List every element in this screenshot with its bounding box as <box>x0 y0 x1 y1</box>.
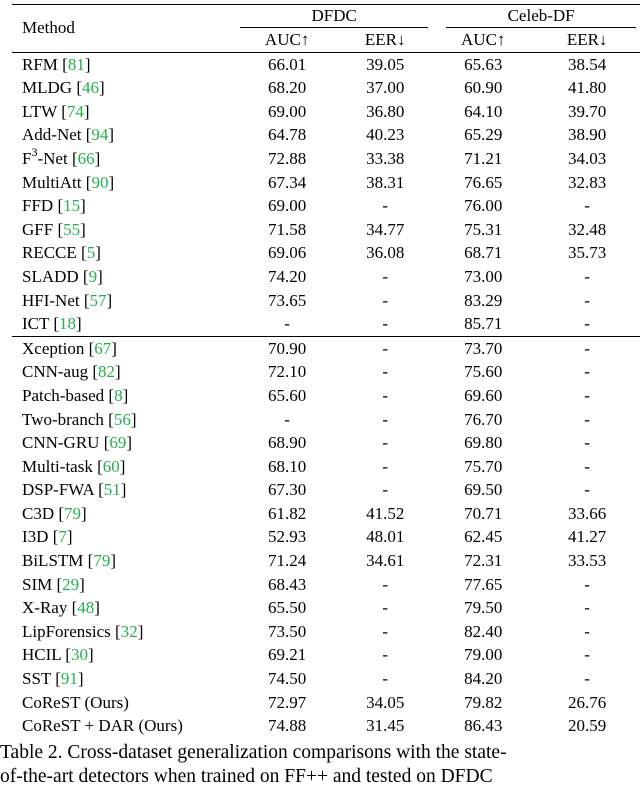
value-cell: 41.52 <box>366 503 405 523</box>
method-name: MLDG <box>22 78 73 98</box>
method-header: Method <box>12 5 236 53</box>
citation-link[interactable]: 82 <box>98 362 116 382</box>
method-name: CoReST (Ours) <box>22 692 129 712</box>
value-cell: 20.59 <box>567 716 607 736</box>
value-cell: - <box>382 574 389 594</box>
value-cell: 73.00 <box>464 266 503 286</box>
value-cell: 65.50 <box>268 598 307 618</box>
value-cell: 72.88 <box>268 148 307 168</box>
method-name: HFI-Net <box>22 290 80 310</box>
value-cell: 71.24 <box>268 551 307 571</box>
table-row <box>12 525 640 549</box>
value-cell: 68.90 <box>268 433 307 453</box>
method-cell: CNN-GRU [69] <box>22 433 133 453</box>
table-row <box>12 100 640 124</box>
method-name: RECCE <box>22 243 77 263</box>
citation-link[interactable]: 94 <box>91 125 109 145</box>
table-row <box>12 431 640 455</box>
value-cell: 69.00 <box>268 101 307 121</box>
value-cell: - <box>584 385 590 405</box>
value-cell: 34.77 <box>366 219 405 239</box>
value-cell: 73.70 <box>432 336 534 360</box>
method-name: Patch-based <box>22 385 105 405</box>
method-cell <box>12 691 236 715</box>
value-cell: - <box>584 480 590 500</box>
value-cell: 76.70 <box>464 409 503 429</box>
value-cell: - <box>584 314 590 334</box>
method-name: CoReST + DAR (Ours) <box>22 716 183 736</box>
value-cell: - <box>382 669 389 689</box>
citation-link[interactable]: 74 <box>66 101 84 121</box>
value-cell: - <box>584 621 590 641</box>
value-cell: 82.40 <box>464 621 503 641</box>
value-cell: - <box>584 598 590 618</box>
value-cell: 34.05 <box>366 692 405 712</box>
value-cell: 66.01 <box>268 54 307 74</box>
value-cell: 69.06 <box>268 243 307 263</box>
method-name: CNN-aug <box>22 362 89 382</box>
method-name: GFF <box>22 219 54 239</box>
citation-link[interactable]: 69 <box>109 433 127 453</box>
value-cell: 86.43 <box>464 716 503 736</box>
metric-header: EER↓ <box>364 30 406 49</box>
value-cell: - <box>382 409 389 429</box>
value-cell: 61.82 <box>268 503 307 523</box>
value-cell: - <box>382 621 389 641</box>
value-cell: 75.31 <box>464 219 503 239</box>
method-cell: HCIL [30] <box>22 645 94 665</box>
table-row <box>12 714 640 738</box>
value-cell: - <box>382 480 389 500</box>
method-cell: Patch-based [8] <box>22 385 129 405</box>
value-cell: 75.60 <box>464 362 503 382</box>
value-cell: - <box>584 196 590 216</box>
value-cell: 85.71 <box>464 314 503 334</box>
table-row <box>12 573 640 597</box>
table-row <box>12 502 640 526</box>
method-cell: RFM [81] <box>22 54 91 74</box>
value-cell: 26.76 <box>567 692 607 712</box>
method-cell: Multi-task [60] <box>22 456 126 476</box>
method-cell: BiLSTM [79] <box>22 551 116 571</box>
value-cell: 34.03 <box>567 148 607 168</box>
citation-link[interactable]: 67 <box>94 338 112 358</box>
method-cell: Xception [67] <box>12 336 236 360</box>
value-cell: 84.20 <box>464 669 503 689</box>
method-cell <box>12 714 236 738</box>
table-row <box>12 76 640 100</box>
table-caption <box>0 741 640 789</box>
value-cell: - <box>382 645 389 665</box>
table-row <box>12 620 640 644</box>
citation-link[interactable]: 66 <box>77 148 95 168</box>
value-cell: - <box>382 266 389 286</box>
method-cell: HFI-Net [57] <box>22 290 113 310</box>
method-name: RFM <box>22 54 58 74</box>
value-cell: 33.53 <box>567 551 607 571</box>
value-cell: 69.21 <box>268 645 307 665</box>
value-cell: 36.80 <box>366 101 405 121</box>
value-cell: 60.90 <box>464 78 503 98</box>
group-header-dfdc <box>236 5 432 29</box>
value-cell: - <box>534 336 640 360</box>
method-name: X-Ray <box>22 598 68 618</box>
table-row <box>12 384 640 408</box>
table-row <box>12 596 640 620</box>
value-cell: 69.00 <box>268 196 307 216</box>
value-cell: - <box>584 290 590 310</box>
value-cell: 69.60 <box>464 385 503 405</box>
results-table-body <box>12 5 640 738</box>
method-cell: SLADD [9] <box>22 266 103 286</box>
table-row <box>12 478 640 502</box>
table-row <box>12 643 640 667</box>
method-cell: LTW [74] <box>22 101 90 121</box>
value-cell: 39.70 <box>567 101 607 121</box>
value-cell: 68.10 <box>268 456 307 476</box>
citation-link[interactable]: 46 <box>81 78 99 98</box>
method-name: MultiAtt <box>22 172 82 192</box>
value-cell: - <box>382 456 389 476</box>
value-cell: 68.20 <box>268 78 307 98</box>
method-name: BiLSTM <box>22 551 84 571</box>
table-row <box>12 312 640 336</box>
metric-header: EER↓ <box>566 30 608 49</box>
citation-link[interactable]: 30 <box>70 645 88 665</box>
value-cell: - <box>338 336 432 360</box>
value-cell: 65.29 <box>464 125 503 145</box>
method-name: LipForensics <box>22 621 111 641</box>
citation-link[interactable]: 9 <box>88 266 98 286</box>
table-row <box>12 360 640 384</box>
method-cell: FFD [15] <box>22 196 86 216</box>
table-row <box>12 171 640 195</box>
table-row <box>12 147 640 171</box>
method-cell: I3D [7] <box>22 527 73 547</box>
table-row <box>12 218 640 242</box>
citation-link[interactable]: 8 <box>114 385 123 405</box>
value-cell: 73.65 <box>268 290 307 310</box>
value-cell: 36.08 <box>366 243 405 263</box>
value-cell: 41.27 <box>567 527 607 547</box>
method-cell: CNN-aug [82] <box>22 362 121 382</box>
value-cell: 72.10 <box>268 362 307 382</box>
value-cell: - <box>584 574 590 594</box>
method-name: F <box>22 148 32 168</box>
value-cell: 35.73 <box>567 243 607 263</box>
value-cell: - <box>382 433 389 453</box>
value-cell: 67.34 <box>268 172 307 192</box>
table-row <box>12 194 640 218</box>
value-cell: 32.83 <box>567 172 607 192</box>
group-underline: Celeb-DF <box>446 5 636 28</box>
method-name: CNN-GRU <box>22 433 100 453</box>
value-cell: 41.80 <box>567 78 607 98</box>
method-cell: MLDG [46] <box>22 78 105 98</box>
table-row <box>12 336 640 360</box>
value-cell: 72.31 <box>464 551 503 571</box>
method-name: ICT <box>22 314 50 334</box>
caption-line: Table 2. Cross-dataset generalization comparisons with the state- <box>0 742 507 763</box>
value-cell: - <box>382 290 389 310</box>
value-cell: 68.71 <box>464 243 503 263</box>
value-cell: - <box>584 409 590 429</box>
value-cell: 38.90 <box>567 125 607 145</box>
method-name: FFD <box>22 196 54 216</box>
method-name: Xception <box>22 338 85 358</box>
value-cell: 74.20 <box>268 266 307 286</box>
value-cell: 37.00 <box>366 78 405 98</box>
table-row <box>12 691 640 715</box>
table-row <box>12 241 640 265</box>
method-name: SST <box>22 669 51 689</box>
value-cell: 79.50 <box>464 598 503 618</box>
table-row <box>12 455 640 479</box>
citation-link[interactable]: 55 <box>63 219 81 239</box>
value-cell: - <box>584 456 590 476</box>
metric-header: AUC↑ <box>461 30 506 49</box>
value-cell: 73.50 <box>268 621 307 641</box>
value-cell: 62.45 <box>464 527 503 547</box>
method-cell: $F^3$-Net [66] <box>22 145 101 168</box>
caption-line: of-the-art detectors when trained on FF++ and tested on DFDC <box>0 766 493 787</box>
table-row <box>12 408 640 432</box>
citation-link[interactable]: 48 <box>77 598 95 618</box>
table-row <box>12 265 640 289</box>
value-cell: 70.71 <box>464 503 503 523</box>
group-underline: DFDC <box>240 5 428 28</box>
value-cell: - <box>584 645 590 665</box>
group-header-celebdf <box>432 5 640 29</box>
method-name: I3D <box>22 527 49 547</box>
value-cell: 32.48 <box>567 219 607 239</box>
method-cell: DSP-FWA [51] <box>22 480 127 500</box>
citation-link[interactable]: 81 <box>67 54 85 74</box>
results-table <box>12 4 640 738</box>
value-cell: 64.10 <box>464 101 503 121</box>
header-row-groups <box>12 5 640 29</box>
method-name: Add-Net <box>22 125 82 145</box>
value-cell: 72.97 <box>268 692 307 712</box>
citation-link[interactable]: 15 <box>63 196 81 216</box>
method-name: SLADD <box>22 266 79 286</box>
table-row <box>12 289 640 313</box>
method-cell: SST [91] <box>22 669 84 689</box>
value-cell: 38.54 <box>567 54 607 74</box>
table-row <box>12 52 640 76</box>
method-cell: RECCE [5] <box>22 243 101 263</box>
value-cell: 67.30 <box>268 480 307 500</box>
value-cell: 75.70 <box>464 456 503 476</box>
citation-link[interactable]: 29 <box>62 574 80 594</box>
value-cell: - <box>382 598 389 618</box>
citation-link[interactable]: 91 <box>60 669 78 689</box>
method-name: Two-branch <box>22 409 104 429</box>
method-name: C3D <box>22 503 55 523</box>
value-cell: 33.66 <box>567 503 607 523</box>
method-cell: SIM [29] <box>22 574 85 594</box>
value-cell: 38.31 <box>366 172 405 192</box>
value-cell: - <box>284 409 290 429</box>
value-cell: 74.88 <box>268 716 307 736</box>
metric-header: AUC↑ <box>264 30 310 49</box>
value-cell: - <box>584 266 590 286</box>
value-cell: 52.93 <box>268 527 307 547</box>
method-cell: Add-Net [94] <box>22 125 115 145</box>
value-cell: 39.05 <box>366 54 405 74</box>
method-name: Multi-task <box>22 456 93 476</box>
value-cell: 71.21 <box>464 148 503 168</box>
citation-link[interactable]: 79 <box>64 503 82 523</box>
method-cell: X-Ray [48] <box>22 598 100 618</box>
citation-link[interactable]: 57 <box>89 290 107 310</box>
value-cell: 76.00 <box>464 196 503 216</box>
value-cell: 83.29 <box>464 290 503 310</box>
citation-link[interactable]: 18 <box>59 314 76 334</box>
method-name: DSP-FWA <box>22 480 94 500</box>
value-cell: - <box>584 433 590 453</box>
citation-link[interactable]: 7 <box>58 527 67 547</box>
citation-link[interactable]: 51 <box>103 480 121 500</box>
method-cell: C3D [79] <box>22 503 87 523</box>
value-cell: 31.45 <box>366 716 405 736</box>
citation-link[interactable]: 60 <box>102 456 120 476</box>
value-cell: 65.63 <box>464 54 503 74</box>
method-cell: Two-branch [56] <box>22 409 137 429</box>
citation-link[interactable]: 56 <box>113 409 131 429</box>
value-cell: - <box>382 385 389 405</box>
table-row <box>12 667 640 691</box>
table-row <box>12 549 640 573</box>
citation-link[interactable]: 32 <box>120 621 138 641</box>
method-name-suffix: -Net <box>37 148 68 168</box>
value-cell: 70.90 <box>236 336 338 360</box>
value-cell: - <box>584 362 590 382</box>
value-cell: 33.38 <box>366 148 405 168</box>
value-cell: 48.01 <box>366 527 405 547</box>
value-cell: 69.50 <box>464 480 503 500</box>
value-cell: 34.61 <box>366 551 405 571</box>
table-row <box>12 123 640 147</box>
citation-link[interactable]: 5 <box>86 243 96 263</box>
value-cell: 69.80 <box>464 433 503 453</box>
citation-link[interactable]: 90 <box>91 172 109 192</box>
value-cell: 79.82 <box>464 692 503 712</box>
method-name: SIM <box>22 574 53 594</box>
method-superscript: 3 <box>31 145 38 160</box>
value-cell: 79.00 <box>464 645 503 665</box>
value-cell: 68.43 <box>268 574 307 594</box>
value-cell: 64.78 <box>268 125 307 145</box>
value-cell: - <box>382 314 389 334</box>
value-cell: 77.65 <box>464 574 503 594</box>
value-cell: 71.58 <box>268 219 307 239</box>
value-cell: - <box>382 196 389 216</box>
method-cell: LipForensics [32] <box>22 621 144 641</box>
citation-link[interactable]: 79 <box>93 551 111 571</box>
value-cell: - <box>382 362 389 382</box>
value-cell: 65.60 <box>268 385 307 405</box>
method-cell: ICT [18] <box>22 314 82 334</box>
method-name: HCIL <box>22 645 62 665</box>
method-cell: MultiAtt [90] <box>22 172 115 192</box>
value-cell: - <box>584 669 590 689</box>
value-cell: - <box>284 314 290 334</box>
method-name: LTW <box>22 101 57 121</box>
value-cell: 74.50 <box>268 669 307 689</box>
method-cell: GFF [55] <box>22 219 86 239</box>
value-cell: 76.65 <box>464 172 503 192</box>
value-cell: 40.23 <box>366 125 405 145</box>
